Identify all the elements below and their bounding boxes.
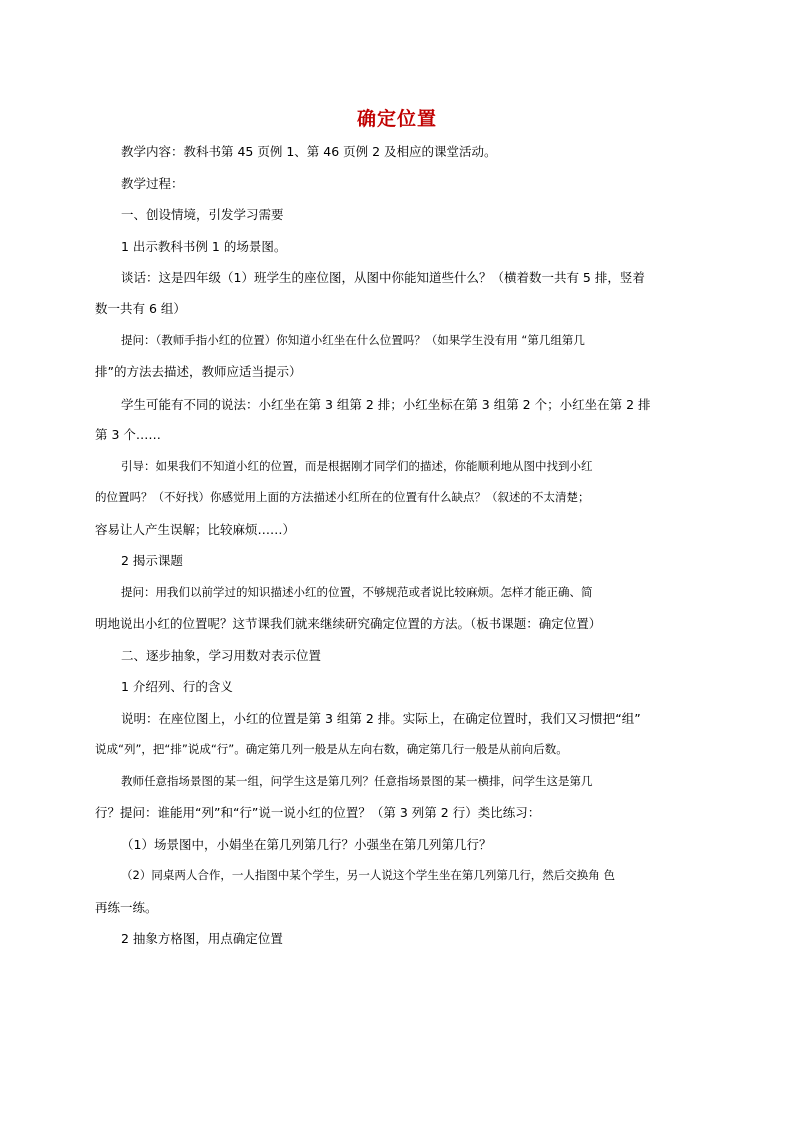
paragraph-line: 提问：（教师手指小红的位置）你知道小红坐在什么位置吗？（如果学生没有用 “第几组第几 <box>121 333 585 347</box>
paragraph-line: 学生可能有不同的说法：小红坐在第 3 组第 2 排；小红坐标在第 3 组第 2 个；小红坐在第 2 排 <box>121 397 651 412</box>
paragraph-line: 教学过程： <box>121 176 184 191</box>
document-title: 确定位置 <box>356 108 437 130</box>
paragraph-line: 行？提问：谁能用“列”和“行”说一说小红的位置？（第 3 列第 2 行）类比练习： <box>95 805 541 820</box>
paragraph-line: 教师任意指场景图的某一组，问学生这是第几列？任意指场景图的某一横排，问学生这是第几 <box>121 774 593 788</box>
exercise-item: （2）同桌两人合作，一人指图中某个学生，另一人说这个学生坐在第几列第几行，然后交换角 色 <box>121 868 615 882</box>
exercise-item: （1）场景图中，小娟坐在第几列第几行？小强坐在第几列第几行？ <box>121 837 492 852</box>
paragraph-line: 排”的方法去描述，教师应适当提示） <box>95 364 302 379</box>
subsection-heading: 1 介绍列、行的含义 <box>121 679 233 694</box>
paragraph-line: 教学内容：教科书第 45 页例 1、第 46 页例 2 及相应的课堂活动。 <box>121 144 497 159</box>
subsection-heading: 2 揭示课题 <box>121 553 183 568</box>
paragraph-line: 说明：在座位图上，小红的位置是第 3 组第 2 排。实际上，在确定位置时，我们又习惯把“组” <box>121 711 641 726</box>
section-heading: 二、逐步抽象，学习用数对表示位置 <box>121 648 322 663</box>
subsection-heading: 1 出示教科书例 1 的场景图。 <box>121 239 287 254</box>
subsection-heading: 2 抽象方格图，用点确定位置 <box>121 931 283 946</box>
paragraph-line: 容易让人产生误解；比较麻烦……） <box>95 522 296 537</box>
paragraph-line: 提问：用我们以前学过的知识描述小红的位置，不够规范或者说比较麻烦。怎样才能正确、简 <box>121 585 593 599</box>
paragraph-line: 第 3 个…… <box>95 427 161 442</box>
paragraph-line: 的位置吗？（不好找）你感觉用上面的方法描述小红所在的位置有什么缺点？（叙述的不太清楚； <box>95 490 590 504</box>
paragraph-line: 数一共有 6 组） <box>95 301 186 316</box>
paragraph-line: 再练一练。 <box>95 900 158 915</box>
paragraph-line: 谈话：这是四年级（1）班学生的座位图，从图中你能知道些什么？（横着数一共有 5 排，竖着 <box>121 270 645 285</box>
paragraph-line: 明地说出小红的位置呢？这节课我们就来继续研究确定位置的方法。（板书课题：确定位置） <box>95 616 602 631</box>
section-heading: 一、创设情境，引发学习需要 <box>121 207 284 222</box>
paragraph-line: 引导：如果我们不知道小红的位置，而是根据刚才同学们的描述，你能顺利地从图中找到小红 <box>121 459 593 473</box>
paragraph-line: 说成“列”，把“排”说成“行”。确定第几列一般是从左向右数，确定第几行一般是从前向后数。 <box>95 742 568 756</box>
